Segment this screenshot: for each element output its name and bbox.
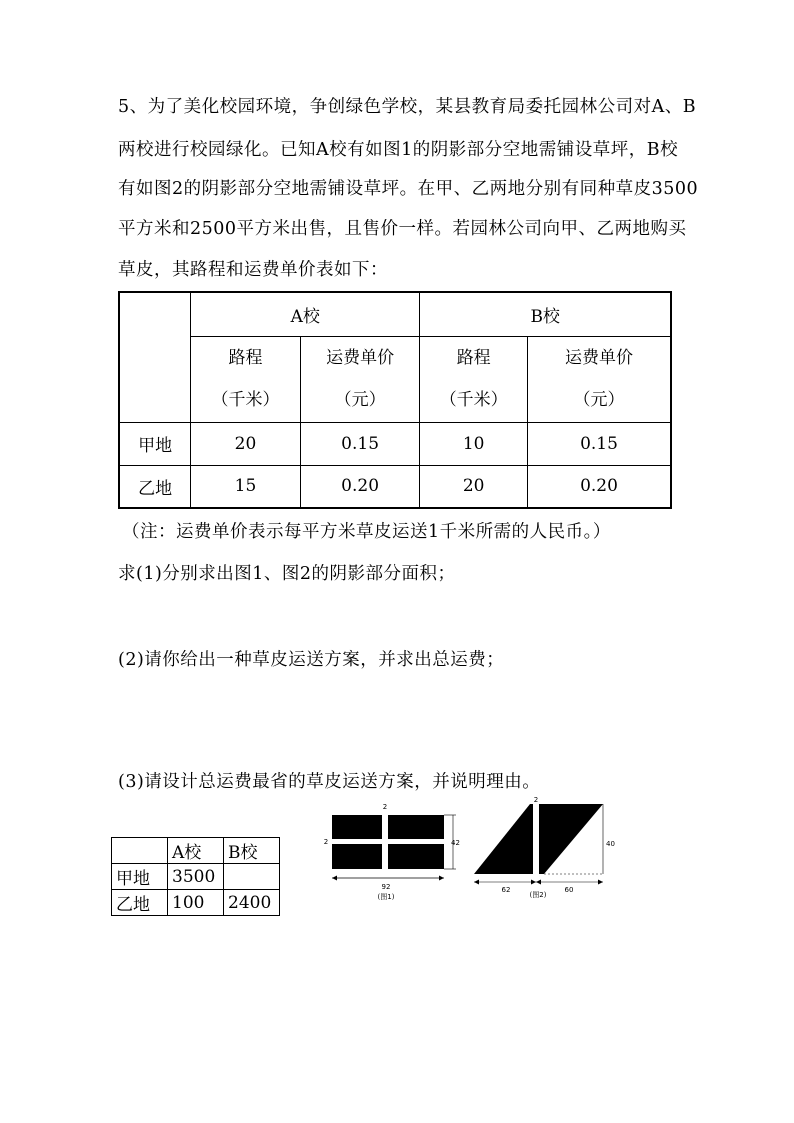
header-school-a: A校 [191,292,420,336]
table-note: （注：运费单价表示每平方米草皮运送1千米所需的人民币。） [122,522,611,542]
figure-1-left-label: 2 [323,838,329,846]
price-label: 运费单价 [564,348,633,368]
header-a-distance [191,336,301,422]
answer-place: 乙地 [112,890,168,916]
figure-1 [322,798,470,906]
figure-2-right-label: 40 [606,840,615,848]
question-1: 求(1)分别求出图1、图2的阴影部分面积； [118,564,456,584]
price-unit: （元） [334,390,386,410]
answer-header-a: A校 [168,838,224,864]
cell-a-price: 0.20 [300,465,420,508]
figure-1-caption: (图1) [377,893,395,901]
header-school-b: B校 [420,292,671,336]
cell-a-distance: 15 [191,465,301,508]
answer-cell: 2400 [224,890,280,916]
table-row [112,864,280,890]
row-place: 甲地 [119,422,191,465]
answer-place: 甲地 [112,864,168,890]
header-b-distance [420,336,528,422]
figure-2-bottom-right-label: 60 [564,886,574,894]
cell-b-price: 0.15 [527,422,671,465]
price-unit: （元） [573,390,625,410]
freight-table [118,291,672,509]
figure-2-vertical-path [533,804,539,874]
answer-header-blank [112,838,168,864]
distance-label: 路程 [456,348,491,368]
distance-label: 路程 [228,348,263,368]
figure-2-caption: (图2) [529,891,547,899]
table-corner-cell [119,292,191,422]
problem-line: 草皮，其路程和运费单价表如下： [118,260,388,280]
problem-line: 有如图2的阴影部分空地需铺设草坪。在甲、乙两地分别有同种草皮3500 [118,179,699,199]
figure-2-top-label: 2 [533,796,539,804]
answer-cell [224,864,280,890]
problem-line: 5、为了美化校园环境，争创绿色学校，某县教育局委托园林公司对A、B [118,97,697,117]
row-place: 乙地 [119,465,191,508]
answer-header-b: B校 [224,838,280,864]
answer-table [111,837,280,916]
cell-b-price: 0.20 [527,465,671,508]
figure-1-top-label: 2 [382,803,388,811]
figure-2 [466,796,636,906]
problem-line: 两校进行校园绿化。已知A校有如图1的阴影部分空地需铺设草坪，B校 [118,140,679,160]
problem-line: 平方米和2500平方米出售，且售价一样。若园林公司向甲、乙两地购买 [118,219,687,239]
distance-unit: （千米） [211,390,280,410]
table-row [119,465,671,508]
cell-a-distance: 20 [191,422,301,465]
figure-1-horizontal-path [332,839,444,844]
cell-b-distance: 10 [420,422,528,465]
cell-b-distance: 20 [420,465,528,508]
distance-unit: （千米） [439,390,508,410]
figure-1-right-label: 42 [451,839,460,847]
header-b-price [527,336,671,422]
answer-cell: 100 [168,890,224,916]
price-label: 运费单价 [326,348,395,368]
header-a-price [300,336,420,422]
cell-a-price: 0.15 [300,422,420,465]
question-3: (3)请设计总运费最省的草皮运送方案，并说明理由。 [118,772,541,792]
figure-2-bottom-left-label: 62 [501,886,511,894]
figure-1-bottom-label: 92 [381,883,391,891]
answer-cell: 3500 [168,864,224,890]
table-row [112,838,280,864]
question-2: (2)请你给出一种草皮运送方案，并求出总运费； [118,650,505,670]
table-row [112,890,280,916]
table-row [119,422,671,465]
